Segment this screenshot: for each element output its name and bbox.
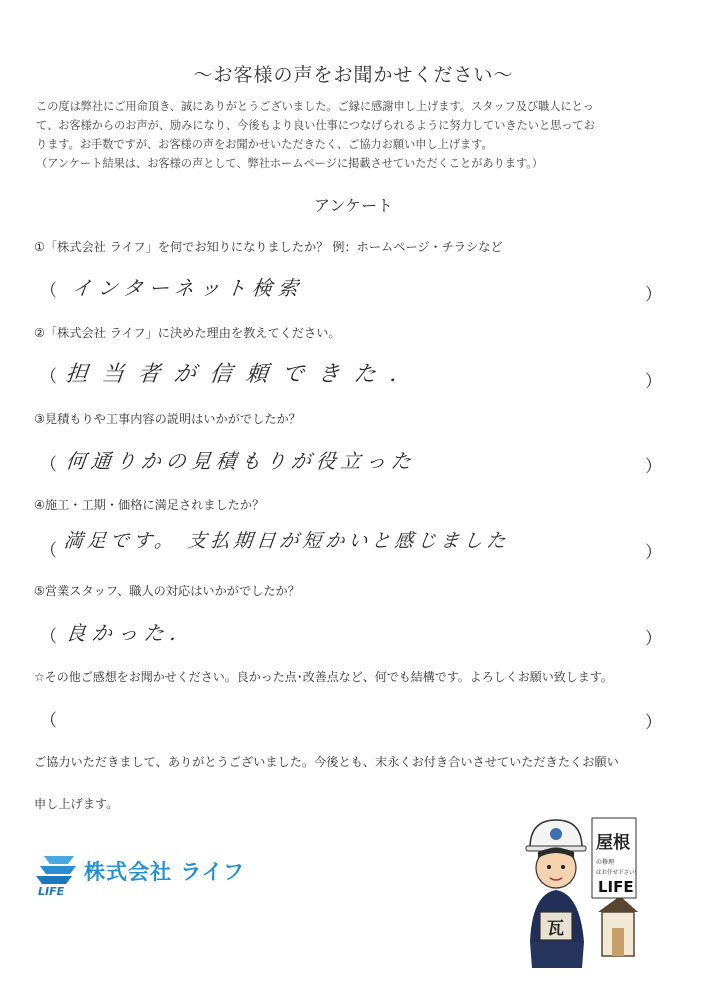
answer-1[interactable]: インターネット検索 — [70, 276, 306, 300]
paren-close: ） — [645, 543, 662, 563]
company-name: 株式会社 ライフ — [84, 860, 246, 884]
sign-brand: LIFE — [598, 878, 634, 896]
mascot-illustration — [516, 812, 638, 972]
paren-close: ） — [645, 372, 662, 392]
answer-3[interactable]: 何通りかの見積もりが役立った — [64, 449, 418, 473]
paren-open: （ — [40, 281, 57, 301]
logo-stripe — [44, 856, 74, 864]
intro-line: この度は弊社にご用命頂き、誠にありがとうございました。ご縁に感謝申し上げます。スタッフ及び職人にとっ — [36, 100, 594, 113]
paren-open: （ — [40, 455, 57, 475]
question-2: ②「株式会社 ライフ」に決めた理由を教えてください。 — [34, 326, 341, 340]
answer-5[interactable]: 良かった. — [64, 621, 184, 645]
sign-small-2: はお任せ下さい! — [596, 870, 637, 876]
logo-mark-text: LIFE — [38, 885, 65, 898]
question-5: ⑤営業スタッフ、職人の対応はいかがでしたか？ — [34, 584, 300, 598]
paren-close: ） — [645, 285, 662, 305]
question-4: ④施工・工期・価格に満足されましたか？ — [34, 498, 265, 512]
paren-open: （ — [40, 711, 57, 731]
paren-close: ） — [645, 629, 662, 649]
answer-4[interactable]: 満足です。 支払期日が短かいと感じました — [62, 530, 511, 552]
intro-line: （アンケート結果は、お客様の声として、弊社ホームページに掲載させていただくことがあります。） — [36, 157, 544, 170]
closing-line-1: ご協力いただきまして、ありがとうございました。今後とも、末永くお付き合いさせていただきたくお願い — [34, 755, 619, 769]
eye — [547, 865, 551, 869]
question-3: ③見積もりや工事内容の説明はいかがでしたか？ — [34, 412, 301, 426]
trousers — [530, 942, 584, 968]
question-1: ①「株式会社 ライフ」を何でお知りになりましたか？ 例：ホームページ・チラシなど — [34, 240, 503, 254]
closing-line-2: 申し上げます。 — [34, 797, 119, 811]
paren-close: ） — [645, 713, 662, 733]
intro-line: ります。お手数ですが、お客様の声をお聞かせいただきたく、ご協力お願い申し上げます。 — [36, 138, 493, 151]
paren-open: （ — [40, 541, 57, 561]
logo-stripe — [36, 876, 72, 884]
eye — [561, 865, 565, 869]
helmet-emblem — [550, 828, 562, 840]
house-door — [612, 928, 624, 956]
intro-text — [36, 97, 676, 173]
question-6: ☆その他ご感想をお聞かせください。良かった点･改善点など、何でも結構です。よろしくお願い致します。 — [34, 670, 613, 684]
logo-stripe — [40, 866, 76, 874]
paren-close: ） — [645, 457, 662, 477]
roof-tile-label: 瓦 — [547, 919, 564, 939]
survey-heading: アンケート — [313, 196, 394, 215]
sign-small-1: の修理 — [596, 859, 615, 866]
page-title: ～お客様の声をお聞かせください～ — [193, 64, 514, 86]
intro-line: て、お客様からのお声が、励みになり、今後もより良い仕事につなげられるように努力していきたいと思ってお — [36, 119, 595, 132]
paren-open: （ — [40, 627, 57, 647]
sign-big-text: 屋根 — [596, 833, 630, 853]
answer-2[interactable]: 担当者が信頼できた. — [64, 362, 413, 387]
paren-open: （ — [40, 367, 57, 387]
